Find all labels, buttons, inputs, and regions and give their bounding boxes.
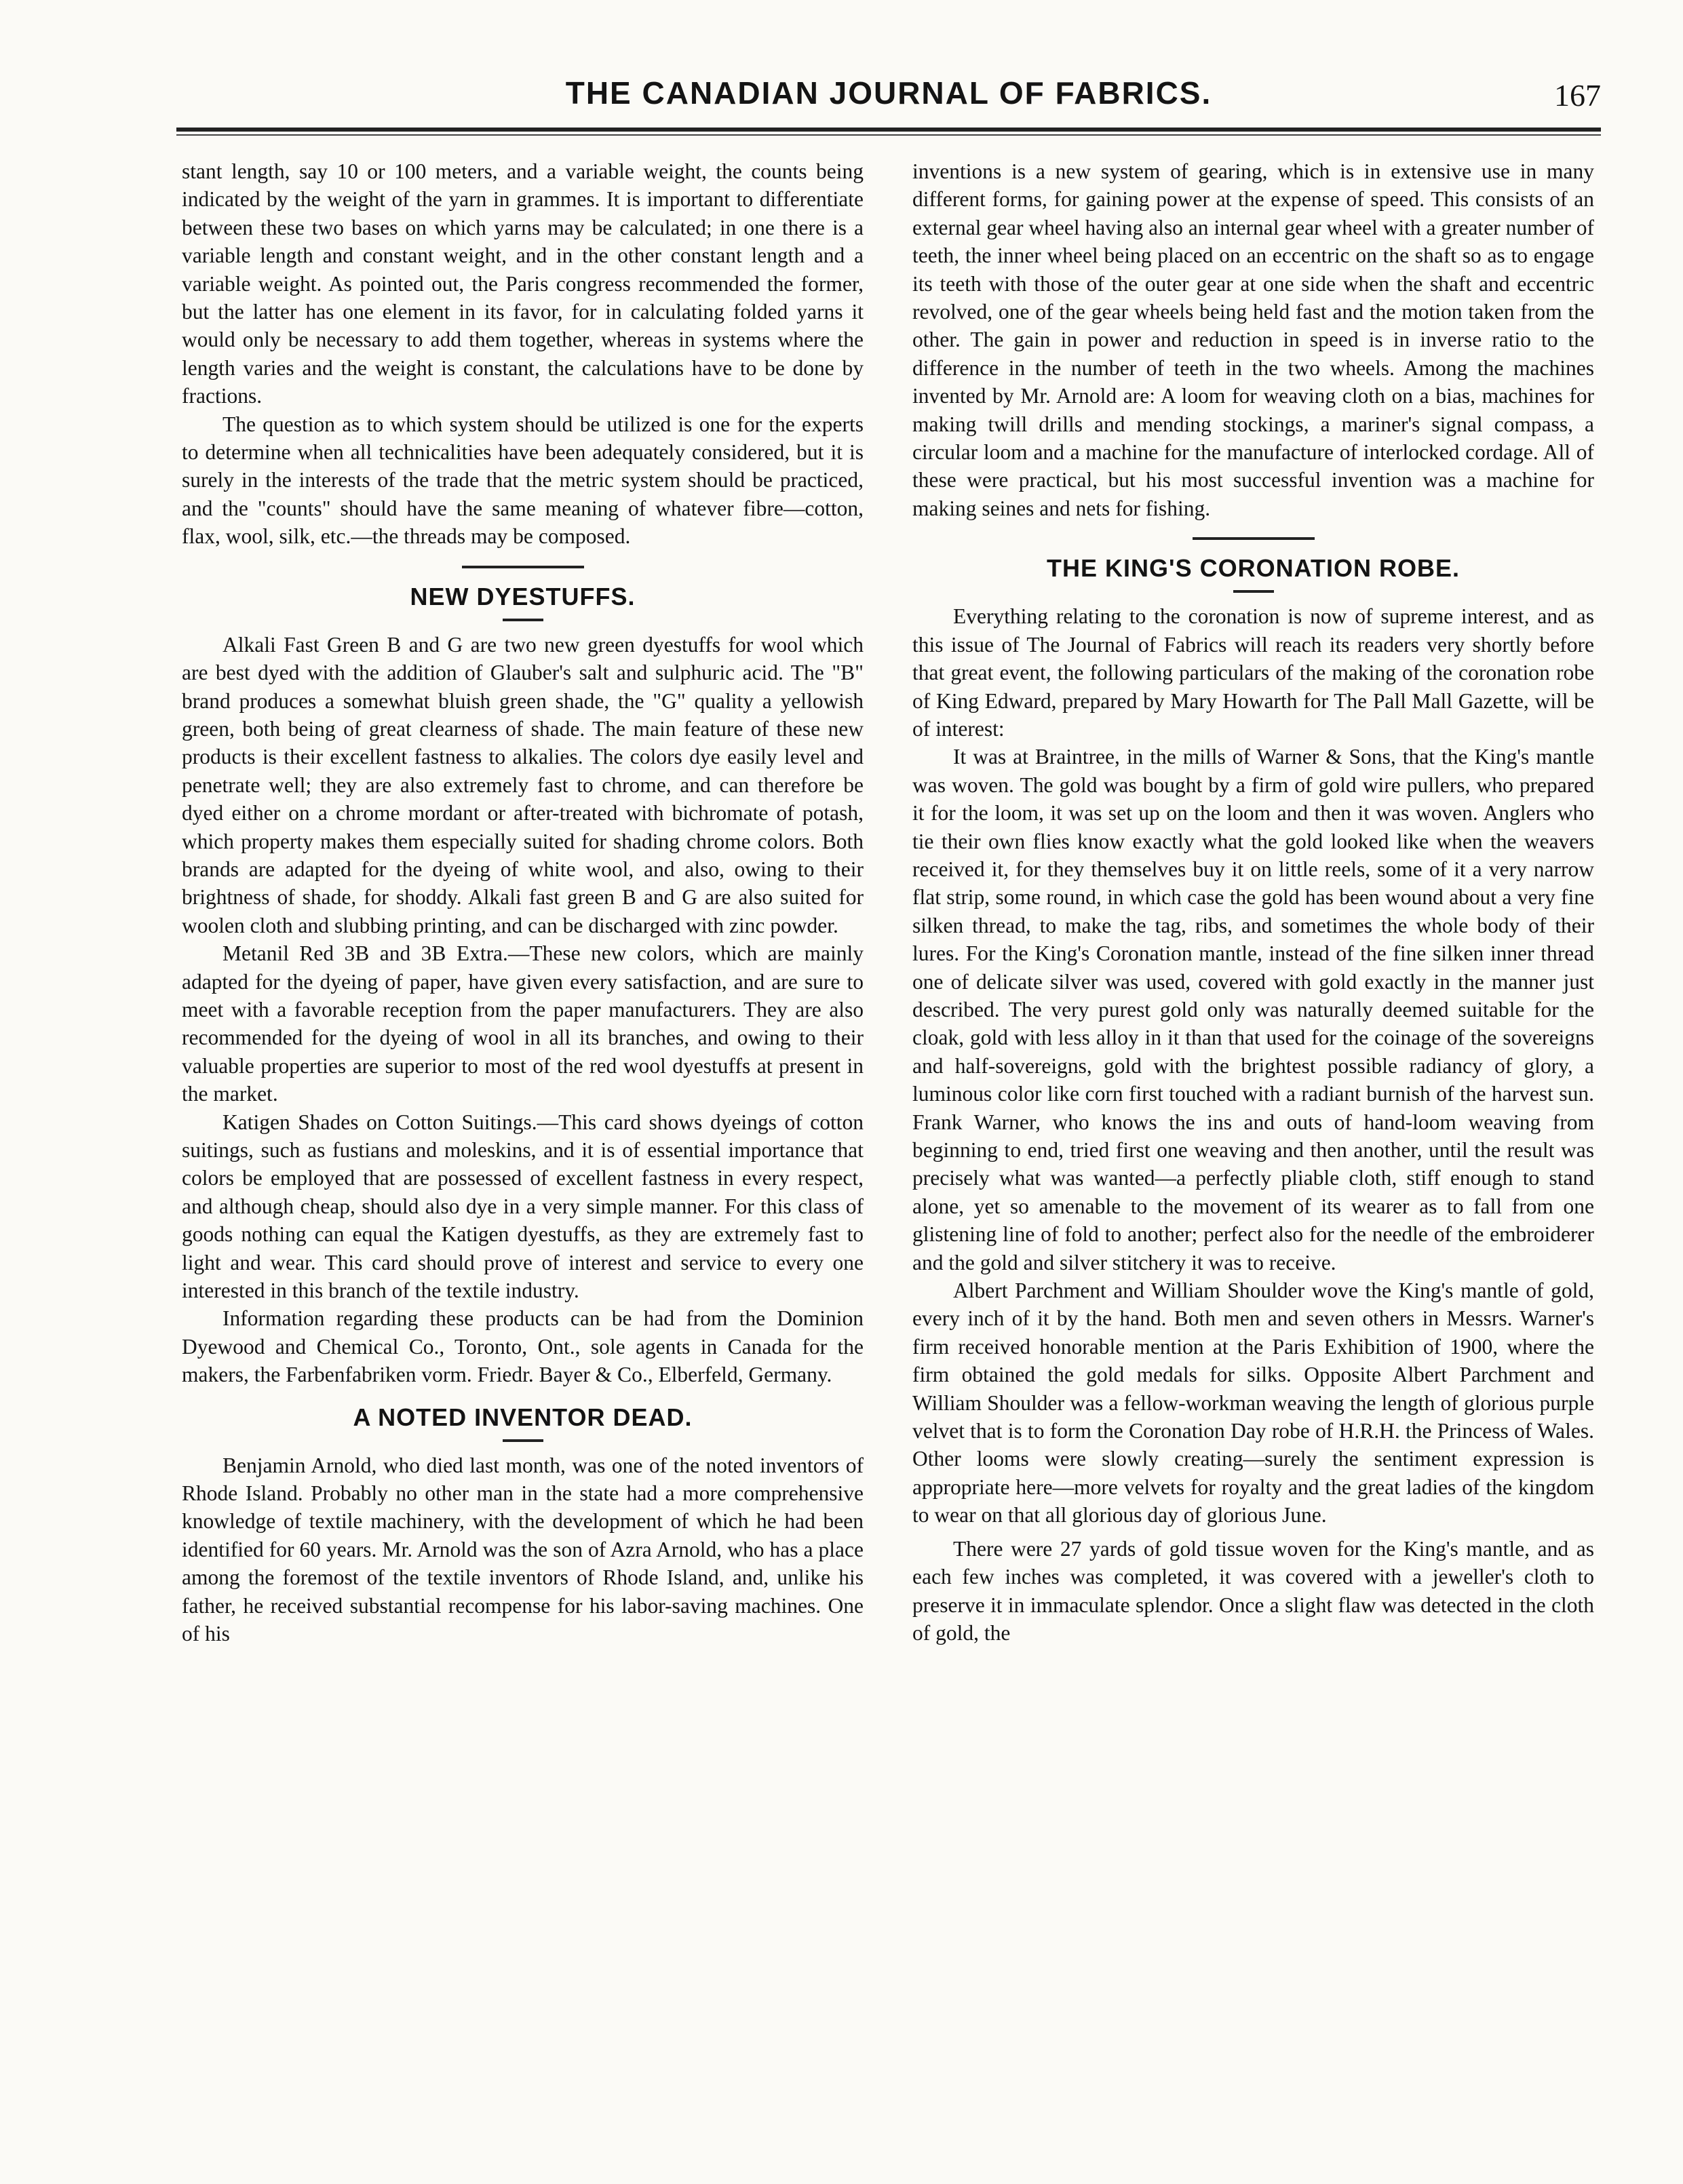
paragraph: inventions is a new system of gearing, which is in extensive use in many different forms, for gaining power at the expense of speed. This consists of an external gear wheel having also an internal gear wheel with a greater number of teeth, the inner wheel being placed on an eccentric on the shaft so as to engage its teeth with those of the outer gear at one side when the shaft and eccentric revolved, one of the gear wheels being held fast and the motion taken from the other. The gain in power and reduction in speed is in inverse ratio to the difference in the number of teeth in the two wheels. Among the machines invented by Mr. Arnold are: A loom for weaving cloth on a bias, machines for making twill drills and mending stockings, a mariner's signal compass, a circular loom and a machine for the manufacture of interlocked cordage. All of these were practical, but his most successful invention was a machine for making seines and nets for fishing. — [912, 159, 1594, 520]
paragraph: Albert Parchment and William Shoulder wove the King's mantle of gold, every inch of it by the hand. Both men and seven others in Messrs. Warner's firm received honorable mention at the Paris Exhibition of 1900, where the firm obtained the gold medals for silks. Opposite Albert Parchment and William Shoulder was a fellow-workman weaving the length of glorious purple velvet that is to form the Coronation Day robe of H.R.H. the Princess of Wales. Other looms were slowly creating—surely the sentiment expression is appropriate here—more velvets for royalty and the great ladies of the kingdom to wear on that all glorious day of glorious June. — [912, 1279, 1594, 1527]
header-rule — [176, 128, 1601, 136]
paragraph: It was at Braintree, in the mills of Warner & Sons, that the King's mantle was woven. The gold was bought by a firm of gold wire pullers, who prepared it for the loom, it was set up on the loom and then it was woven. Anglers who tie their own flies know exactly what the gold looked like when the weavers received it, for they themselves buy it on little reels, some of it a very narrow flat strip, some round, in which case the gold has been wound about a very fine silken thread, to make the tag, ribs, and sometimes the whole body of their lures. For the King's Coronation mantle, instead of the fine silken inner thread one of delicate silver was used, covered with gold exactly in the manner just described. The very purest gold only was naturally deemed suitable for the cloak, gold with less alloy in it than that used for the coinage of the sovereigns and half-sovereigns, gold with the brightest possible radiancy of glory, a luminous color like corn first touched with a radiant burnish of the harvest sun. Frank Warner, who knows the ins and outs of hand-loom weaving from beginning to end, tried first one weaving and then another, until the result was precisely what was wanted—a perfectly pliable cloth, stiff enough to stand alone, yet so amenable to the movement of its wearer as to fall from one glistening line of fold to another; perfect also for the needle of the embroiderer and the gold and silver stitchery it was to receive. — [912, 745, 1594, 1274]
running-title: THE CANADIAN JOURNAL OF FABRICS. — [565, 75, 1212, 111]
paragraph: Everything relating to the coronation is now of supreme interest, and as this issue of The Journal of Fabrics will reach its readers very shortly before that great event, the following particulars of the making of the coronation robe of King Edward, prepared by Mary Howarth for The Pall Mall Gazette, will be of interest: — [912, 604, 1594, 741]
section-heading-new-dyestuffs: NEW DYESTUFFS. — [410, 582, 636, 610]
section-heading-coronation-robe: THE KING'S CORONATION ROBE. — [1047, 554, 1460, 583]
paragraph: Information regarding these products can be had from the Dominion Dyewood and Chemical Co., Toronto, Ont., sole agents in Canada for the makers, the Farbenfabriken vorm. Friedr. Bayer & Co., Elberfeld, Germany. — [182, 1306, 864, 1387]
page-number: 167 — [1554, 78, 1601, 113]
heading-underline — [1233, 590, 1274, 593]
right-column — [912, 157, 1594, 1647]
left-column — [182, 157, 864, 1648]
section-divider — [462, 566, 584, 568]
paragraph: The question as to which system should be utilized is one for the experts to determine when all technicalities have been adequately considered, but it is surely in the interests of the trade that the metric system should be practiced, and the "counts" should have the same meaning of whatever fibre—cotton, flax, wool, silk, etc.—the threads may be composed. — [182, 412, 864, 549]
section-heading-noted-inventor: A NOTED INVENTOR DEAD. — [353, 1403, 693, 1431]
paragraph: stant length, say 10 or 100 meters, and a variable weight, the counts being indicated by the weight of the yarn in grammes. It is important to differentiate between these two bases on which yarns may be calculated; in one there is a variable length and constant weight, and in the other constant length and a variable weight. As pointed out, the Paris congress recommended the former, but the latter has one element in its favor, for in calculating folded yarns it would only be necessary to add them together, whereas in systems where the length varies and the weight is constant, the calculations have to be done by fractions. — [182, 159, 864, 408]
heading-underline — [503, 619, 543, 621]
section-divider — [1193, 537, 1315, 540]
paragraph: Metanil Red 3B and 3B Extra.—These new colors, which are mainly adapted for the dyeing of paper, have given every satisfaction, and are sure to meet with a favorable reception from the paper manufacturers. They are also recommended for the dyeing of wool in all its branches, and owing to their valuable properties are superior to most of the red wool dyestuffs at present in the market. — [182, 941, 864, 1106]
page-header — [176, 75, 1601, 129]
paragraph: Katigen Shades on Cotton Suitings.—This card shows dyeings of cotton suitings, such as fustians and moleskins, and it is of essential importance that colors be employed that are possessed of excellent fastness in every respect, and although cheap, should also dye in a very simple manner. For this class of goods nothing can equal the Katigen dyestuffs, as they are extremely fast to light and wear. This card should prove of interest and service to every one interested in this branch of the textile industry. — [182, 1110, 864, 1303]
heading-underline — [503, 1439, 543, 1442]
paragraph: Alkali Fast Green B and G are two new green dyestuffs for wool which are best dyed with the addition of Glauber's salt and sulphuric acid. The "B" brand produces a somewhat bluish green shade, the "G" quality a yellowish green, both being of great clearness of shade. The main feature of these new products is their excellent fastness to alkalies. The colors dye easily level and penetrate well; they are also extremely fast to chrome, and can therefore be dyed either on a chrome mordant or after-treated with bichromate of potash, which property makes them especially suited for shading chrome colors. Both brands are adapted for the dyeing of white wool, and also, owing to their brightness of shade, for shoddy. Alkali fast green B and G are also suited for woolen cloth and slubbing printing, and can be discharged with zinc powder. — [182, 632, 864, 937]
paragraph: Benjamin Arnold, who died last month, was one of the noted inventors of Rhode Island. Probably no other man in the state had a more comprehensive knowledge of textile machinery, with the development of which he had been identified for 60 years. Mr. Arnold was the son of Azra Arnold, who has a place among the foremost of the textile inventors of Rhode Island, and, unlike his father, he received substantial recompense for his labor-saving machines. One of his — [182, 1453, 864, 1646]
paragraph: There were 27 yards of gold tissue woven for the King's mantle, and as each few inches was completed, it was covered with a jeweller's cloth to preserve it in immaculate splendor. Once a slight flaw was detected in the cloth of gold, the — [912, 1536, 1594, 1645]
